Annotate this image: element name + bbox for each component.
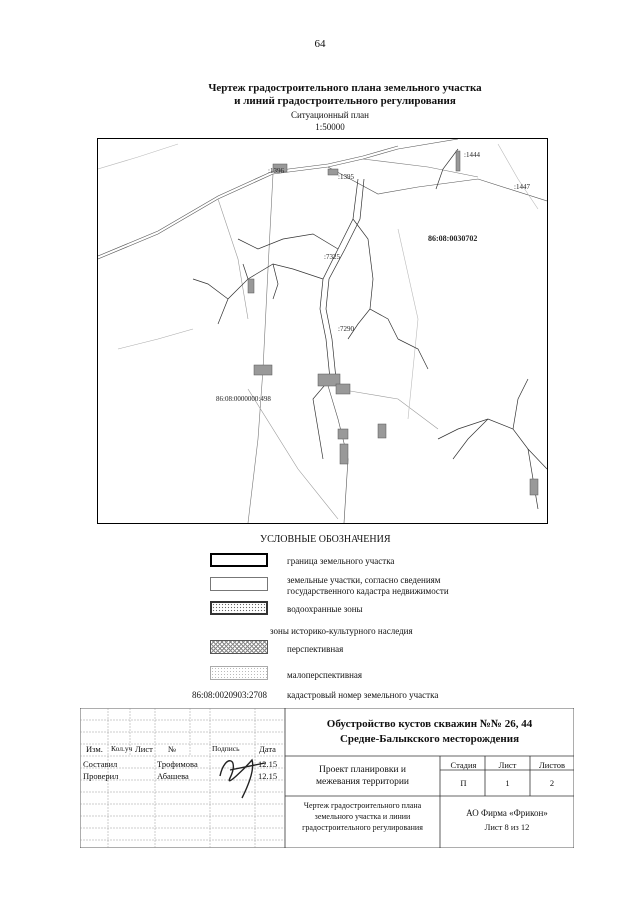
stamp-drawing-title [285, 800, 440, 833]
map-label-parcel-main: 86:08:0030702 [428, 234, 478, 243]
stamp-name-compiled: Трофимова [157, 759, 198, 769]
legend-swatch-perspective [210, 640, 268, 654]
stamp-project-line-2: Средне-Балыкского месторождения [339, 733, 520, 745]
map-subtitle: Ситуационный план [290, 110, 369, 120]
map-label-1444: :1444 [464, 151, 480, 159]
stamp-doc-title-line-2: межевания территории [315, 777, 410, 787]
legend-label-low-perspective: малоперспективная [287, 670, 363, 680]
stamp-doc-title [285, 764, 440, 788]
legend-label-cadastre-1: земельные участки, согласно сведениям [287, 575, 441, 585]
stamp-header-count: Кол.уч [111, 744, 133, 753]
stamp-company: АО Фирма «Фрикон» [466, 808, 548, 818]
stamp-header-date: Дата [259, 744, 276, 754]
stamp-header-number: № [168, 744, 177, 754]
stamp-sheets-value: 2 [549, 778, 555, 788]
map-label-7290: :7290 [338, 325, 354, 333]
title-line-1: Чертеж градостроительного плана земельного участка [208, 82, 482, 94]
stamp-doc-title-line-1: Проект планировки и [318, 765, 407, 775]
map-scale: 1:50000 [315, 122, 345, 132]
stamp-date-checked: 12.15 [258, 771, 278, 781]
legend-swatch-boundary [210, 553, 268, 567]
legend-label-perspective: перспективная [287, 644, 344, 654]
map-drawing [98, 139, 547, 523]
title-line-2: и линий градостроительного регулирования [234, 95, 456, 107]
map-label-1447: :1447 [514, 183, 530, 191]
stamp-drawing-line-1: Чертеж градостроительного плана [303, 801, 422, 810]
stamp-sheet-header: Лист [498, 760, 517, 770]
stamp-sheet-of: Лист 8 из 12 [484, 822, 530, 832]
legend-cadastral-example: 86:08:0020903:2708 [192, 690, 268, 700]
legend-label-cadastre-2: государственного кадастра недвижимости [287, 586, 449, 596]
legend-label-water: водоохранные зоны [287, 604, 363, 614]
stamp-stage-value: П [460, 778, 467, 788]
map-label-7325: :7325 [324, 253, 340, 261]
page-number: 64 [314, 38, 326, 50]
legend-title: УСЛОВНЫЕ ОБОЗНАЧЕНИЯ [260, 534, 391, 545]
stamp-drawing-line-2: земельного участка и линии [314, 812, 411, 821]
stamp-role-compiled: Составил [83, 759, 118, 769]
page-title [130, 82, 560, 108]
stamp-header-sheet: Лист [135, 744, 153, 754]
stamp-drawing-line-3: градостроительного регулирования [302, 823, 423, 832]
map-label-parcel-secondary: 86:08:0000000:498 [216, 395, 271, 403]
stamp-project-title [285, 717, 574, 747]
legend-swatch-cadastre [210, 577, 268, 591]
legend-swatch-low-perspective [210, 666, 268, 680]
map-label-1396: :1396 [268, 167, 284, 175]
stamp-project-line-1: Обустройство кустов скважин №№ 26, 44 [326, 718, 533, 730]
title-block [80, 708, 574, 848]
stamp-header-change: Изм. [86, 744, 103, 754]
stamp-date-compiled: 12.15 [258, 759, 278, 769]
stamp-role-checked: Проверил [83, 771, 119, 781]
stamp-stage-header: Стадия [450, 760, 477, 770]
legend-label-cadastral: кадастровый номер земельного участка [287, 690, 439, 700]
stamp-sheet-value: 1 [505, 778, 510, 788]
map-label-1395: :1395 [338, 173, 354, 181]
stamp-header-signature: Подпись [212, 744, 240, 753]
stamp-sheets-header: Листов [539, 760, 565, 770]
legend-label-boundary: граница земельного участка [287, 556, 395, 566]
legend-swatch-water [210, 601, 268, 615]
legend-heritage-header: зоны историко-культурного наследия [270, 626, 413, 636]
stamp-name-checked: Абашева [157, 771, 189, 781]
situational-map [97, 138, 548, 524]
